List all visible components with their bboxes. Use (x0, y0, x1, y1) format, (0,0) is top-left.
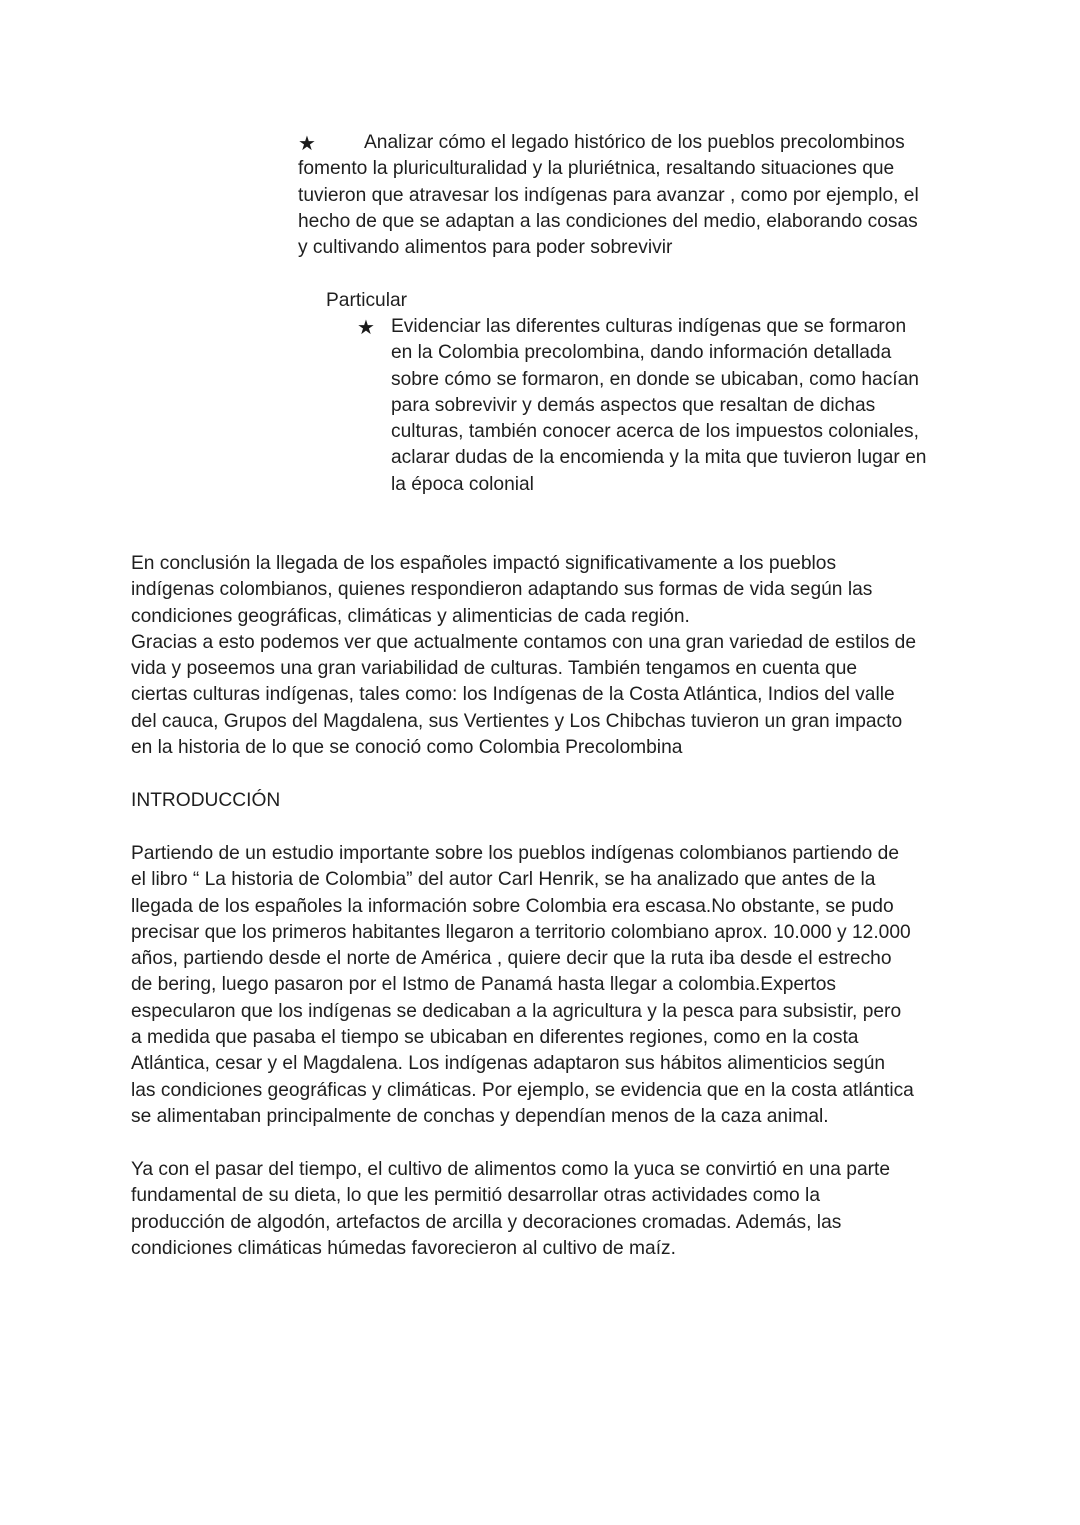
objective-general-line: Analizar cómo el legado histórico de los pueblos precolombinos (364, 132, 905, 153)
introduction-paragraph-1 (131, 841, 914, 1130)
particular-heading: Particular (326, 290, 408, 311)
objective-general-line: tuvieron que atravesar los indígenas para avanzar , como por ejemplo, el (298, 184, 919, 206)
introduction-line: producción de algodón, artefactos de arcilla y decoraciones cromadas. Además, las (131, 1211, 842, 1233)
objective-particular-line: aclarar dudas de la encomienda y la mita que tuvieron lugar en (391, 447, 927, 469)
introduction-line: condiciones climáticas húmedas favorecieron al cultivo de maíz. (131, 1237, 676, 1259)
introduction-line: Ya con el pasar del tiempo, el cultivo de alimentos como la yuca se convirtió en una parte (131, 1159, 891, 1180)
conclusion-line: condiciones geográficas, climáticas y alimenticias de cada región. (131, 605, 690, 627)
objective-general-line: fomento la pluriculturalidad y la pluriétnica, resaltando situaciones que (298, 158, 895, 180)
objective-general (298, 130, 919, 261)
conclusion-line: En conclusión la llegada de los españoles impactó significativamente a los pueblos (131, 553, 837, 574)
objective-particular-line: la época colonial (391, 473, 534, 495)
introduction-line: las condiciones geográficas y climáticas. Por ejemplo, se evidencia que en la costa atlántica (131, 1079, 914, 1101)
introduction-paragraph-2 (131, 1157, 890, 1262)
objective-particular (357, 314, 926, 498)
objective-particular-line: culturas, también conocer acerca de los impuestos coloniales, (391, 421, 919, 443)
objective-particular-line: sobre cómo se formaron, en donde se ubicaban, como hacían (391, 368, 919, 390)
introduction-line: especularon que los indígenas se dedicaban a la agricultura y la pesca para subsistir, pero (131, 1000, 902, 1022)
conclusion-paragraph (131, 551, 916, 761)
introduction-line: de bering, luego pasaron por el Istmo de Panamá hasta llegar a colombia.Expertos (131, 974, 837, 996)
conclusion-line: Gracias a esto podemos ver que actualmente contamos con una gran variedad de estilos de (131, 631, 917, 653)
introduction-line: Atlántica, cesar y el Magdalena. Los indígenas adaptaron sus hábitos alimenticios según (131, 1053, 886, 1075)
introduction-line: Partiendo de un estudio importante sobre los pueblos indígenas colombianos partiendo de (131, 843, 900, 864)
objective-general-first-line (298, 130, 919, 156)
introduction-line: se alimentaban principalmente de conchas y dependían menos de la caza animal. (131, 1105, 829, 1127)
introduction-line: a medida que pasaba el tiempo se ubicaban en diferentes regiones, como en la costa (131, 1027, 859, 1049)
conclusion-line: indígenas colombianos, quienes respondieron adaptando sus formas de vida según las (131, 579, 873, 601)
conclusion-line: ciertas culturas indígenas, tales como: los Indígenas de la Costa Atlántica, Indios del valle (131, 684, 895, 706)
objective-particular-line: para sobrevivir y demás aspectos que resaltan de dichas (391, 394, 876, 416)
conclusion-line: del cauca, Grupos del Magdalena, sus Vertientes y Los Chibchas tuvieron un gran impacto (131, 710, 903, 732)
introduction-line: años, partiendo desde el norte de América , quiere decir que la ruta iba desde el estrecho (131, 948, 892, 970)
conclusion-line: en la historia de lo que se conoció como Colombia Precolombina (131, 737, 683, 759)
objective-particular-line: en la Colombia precolombina, dando información detallada (391, 342, 892, 364)
introduction-heading: INTRODUCCIÓN (131, 790, 281, 811)
star-icon: ★ (357, 315, 375, 339)
objective-general-line: hecho de que se adaptan a las condiciones del medio, elaborando cosas (298, 210, 918, 232)
introduction-line: precisar que los primeros habitantes llegaron a territorio colombiano aprox. 10.000 y 12.000 (131, 921, 911, 943)
introduction-line: fundamental de su dieta, lo que les permitió desarrollar otras actividades como la (131, 1185, 820, 1207)
introduction-line: llegada de los españoles la información sobre Colombia era escasa.No obstante, se pudo (131, 895, 894, 917)
conclusion-line: vida y poseemos una gran variabilidad de culturas. También tengamos en cuenta que (131, 658, 858, 680)
star-icon: ★ (298, 131, 316, 155)
introduction-line: el libro “ La historia de Colombia” del autor Carl Henrik, se ha analizado que antes de la (131, 869, 876, 891)
objective-general-line: y cultivando alimentos para poder sobrevivir (298, 237, 673, 259)
objective-particular-line: Evidenciar las diferentes culturas indígenas que se formaron (391, 316, 907, 337)
objective-particular-first-line (357, 314, 926, 340)
